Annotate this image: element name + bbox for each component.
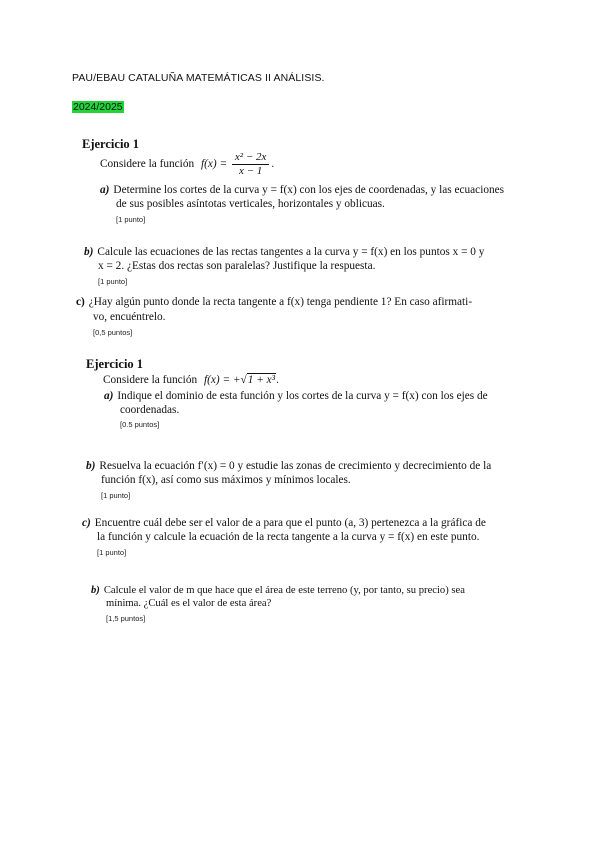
exercise-1-intro-text: Considere la función (100, 158, 195, 171)
exercise-2-b-text1: Resuelva la ecuación f′(x) = 0 y estudie las zonas de crecimiento y decrecimiento de la (99, 460, 492, 472)
exercise-2-c-line1 (82, 517, 486, 529)
exercise-1-func-lhs: f(x) = (200, 158, 228, 171)
exercise-1-a-line1 (100, 184, 504, 196)
exercise-2-c-points: [1 punto] (97, 548, 127, 557)
exercise-2-func-lhs: f(x) = + (203, 374, 241, 386)
exercise-2-a-text1: Indique el dominio de esta función y los cortes de la curva y = f(x) con los ejes de (117, 390, 488, 402)
exercise-3-b-line1 (91, 585, 465, 596)
exercise-1-c-line1 (76, 296, 472, 308)
exercise-1-c-label: c) (76, 296, 85, 308)
exercise-1-b-line1 (84, 246, 484, 258)
exercise-2-b-points: [1 punto] (101, 491, 131, 500)
exercise-3-b-label: b) (91, 585, 100, 596)
exercise-2-a-line1 (104, 390, 488, 402)
exercise-3-b-line2: mínima. ¿Cuál es el valor de esta área? (106, 598, 272, 609)
exercise-1-intro: Considere la función f(x) = $\frac{\text{x² − 2x}}{x - 1}$ . (100, 151, 275, 177)
exercise-1-c-line2: vo, encuéntrelo. (93, 311, 166, 323)
exercise-1-b-label: b) (84, 246, 94, 258)
exercise-3-b-points: [1,5 puntos] (106, 614, 146, 623)
exercise-1-fraction-numerator: x² − 2x (232, 152, 270, 165)
year-highlight: 2024/2025 (73, 101, 123, 113)
exercise-2-c-text1: Encuentre cuál debe ser el valor de a para que el punto (a, 3) pertenezca a la gráfica de (94, 517, 486, 529)
exercise-1-a-label: a) (100, 184, 110, 196)
exercise-1-a-text1: Determine los cortes de la curva y = f(x) con los ejes de coordenadas, y las ecuaciones (113, 184, 505, 196)
exercise-2-title: Ejercicio 1 (86, 357, 144, 371)
exercise-2-sqrt-sign: √ (240, 374, 247, 386)
exercise-3-b-text1: Calcule el valor de m que hace que el área de este terreno (y, por tanto, su precio) sea (103, 585, 465, 596)
exercise-2-a-label: a) (104, 390, 114, 402)
exercise-2-c-label: c) (82, 517, 91, 529)
exercise-1-b-text1: Calcule las ecuaciones de las rectas tangentes a la curva y = f(x) en los puntos x = 0 y (97, 246, 485, 258)
exercise-2-b-label: b) (86, 460, 96, 472)
exercise-1-c-text1: ¿Hay algún punto donde la recta tangente a f(x) tenga pendiente 1? En caso afirmati- (88, 296, 473, 308)
exercise-1-c-points: [0,5 puntos] (93, 328, 133, 337)
exercise-1-a-line2: de sus posibles asíntotas verticales, horizontales y oblicuas. (116, 198, 385, 210)
exercise-1-fraction-denominator: x − 1 (239, 165, 263, 177)
exercise-2-b-line2: función f(x), así como sus máximos y mínimos locales. (101, 474, 351, 486)
document-title: PAU/EBAU CATALUÑA MATEMÁTICAS II ANÁLISIS. (72, 72, 325, 84)
exercise-1-b-line2: x = 2. ¿Estas dos rectas son paralelas? Justifique la respuesta. (98, 260, 376, 272)
exercise-1-b-points: [1 punto] (98, 277, 128, 286)
exercise-2-a-line2: coordenadas. (120, 404, 180, 416)
exercise-2-intro-text: Considere la función (103, 374, 198, 386)
exercise-2-c-line2: la función y calcule la ecuación de la recta tangente a la curva y = f(x) en este punto. (97, 531, 480, 543)
exercise-2-b-line1 (86, 460, 491, 472)
exercise-2-sqrt-radicand: 1 + x³ (247, 374, 276, 386)
exercise-2-intro: Considere la función f(x) = +√1 + x³. (103, 374, 279, 386)
exercise-2-a-points: [0.5 puntos] (120, 420, 160, 429)
exercise-1-fraction (232, 152, 270, 177)
exercise-1-title: Ejercicio 1 (82, 137, 140, 151)
exercise-1-a-points: [1 punto] (116, 215, 146, 224)
